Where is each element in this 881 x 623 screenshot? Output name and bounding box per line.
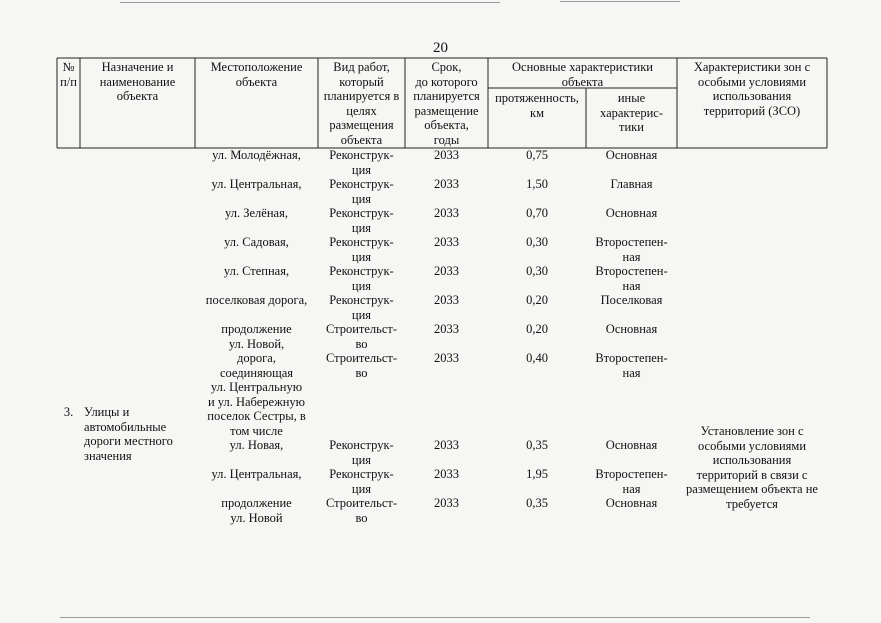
row-location: продолжение ул. Новой, (221, 322, 292, 351)
row-term: 2033 (434, 467, 459, 481)
header-main-characteristics: Основные характеристики объекта (512, 60, 653, 89)
row-length: 0,35 (526, 438, 548, 452)
row-term: 2033 (434, 264, 459, 278)
row-length: 0,20 (526, 293, 548, 307)
row-length: 0,70 (526, 206, 548, 220)
row-length: 0,40 (526, 351, 548, 365)
row-work-type: Реконструк- ция (329, 235, 394, 264)
header-other-characteristics: иные характерис- тики (599, 91, 663, 134)
section-number: 3. (63, 405, 74, 419)
row-length: 1,95 (526, 467, 548, 481)
header-num: № п/п (60, 60, 77, 89)
row-length: 0,20 (526, 322, 548, 336)
row-other: Основная (605, 496, 658, 510)
row-term: 2033 (434, 351, 459, 365)
row-work-type: Реконструк- ция (329, 264, 394, 293)
row-other: Второстепен- ная (595, 351, 668, 380)
row-term: 2033 (434, 206, 459, 220)
row-location: ул. Садовая, (224, 235, 289, 249)
row-location: дорога, соединяющая ул. Центральную и ул. Набережную поселок Сестры, в том числе (207, 351, 306, 438)
header-zones: Характеристики зон с особыми условиями использования территорий (ЗСО) (693, 60, 811, 118)
row-other: Основная (605, 206, 658, 220)
row-location: ул. Зелёная, (225, 206, 288, 220)
row-other: Главная (610, 177, 653, 191)
row-term: 2033 (434, 438, 459, 452)
scan-artifact-bottom (60, 617, 810, 618)
row-location: поселковая дорога, (205, 293, 308, 307)
header-name: Назначение и наименование объекта (99, 60, 176, 103)
header-term: Срок, до которого планируется размещение объекта, годы (413, 60, 480, 147)
section-zones: Установление зон с особыми условиями использования территорий в связи с размещением объекта не требуется (686, 424, 818, 511)
row-location: ул. Степная, (223, 264, 290, 278)
row-term: 2033 (434, 293, 459, 307)
row-work-type: Реконструк- ция (329, 206, 394, 235)
row-location: ул. Центральная, (211, 177, 302, 191)
row-other: Основная (605, 148, 658, 162)
row-work-type: Реконструк- ция (329, 148, 394, 177)
row-other: Основная (605, 438, 658, 452)
row-other: Второстепен- ная (595, 467, 668, 496)
row-work-type: Строительст- во (325, 351, 398, 380)
row-location: продолжение ул. Новой (221, 496, 292, 525)
row-location: ул. Молодёжная, (212, 148, 301, 162)
row-work-type: Строительст- во (325, 322, 398, 351)
row-term: 2033 (434, 148, 459, 162)
row-other: Основная (605, 322, 658, 336)
header-work-type: Вид работ, который планируется в целях размещения объекта (323, 60, 400, 147)
header-location: Местоположение объекта (210, 60, 303, 89)
row-location: ул. Центральная, (211, 467, 302, 481)
row-term: 2033 (434, 177, 459, 191)
row-term: 2033 (434, 322, 459, 336)
row-length: 0,30 (526, 235, 548, 249)
row-other: Поселковая (600, 293, 663, 307)
row-work-type: Строительст- во (325, 496, 398, 525)
row-length: 0,75 (526, 148, 548, 162)
row-work-type: Реконструк- ция (329, 467, 394, 496)
row-other: Второстепен- ная (595, 235, 668, 264)
row-length: 0,35 (526, 496, 548, 510)
row-work-type: Реконструк- ция (329, 177, 394, 206)
row-term: 2033 (434, 235, 459, 249)
row-other: Второстепен- ная (595, 264, 668, 293)
row-length: 1,50 (526, 177, 548, 191)
header-length: протяженность, км (495, 91, 579, 120)
row-term: 2033 (434, 496, 459, 510)
row-work-type: Реконструк- ция (329, 293, 394, 322)
row-length: 0,30 (526, 264, 548, 278)
scan-artifact-top-right (560, 1, 680, 2)
row-location: ул. Новая, (229, 438, 284, 452)
row-work-type: Реконструк- ция (329, 438, 394, 467)
section-name: Улицы и автомобильные дороги местного значения (84, 405, 173, 463)
scan-artifact-top (120, 2, 500, 3)
page-number: 20 (433, 40, 448, 56)
